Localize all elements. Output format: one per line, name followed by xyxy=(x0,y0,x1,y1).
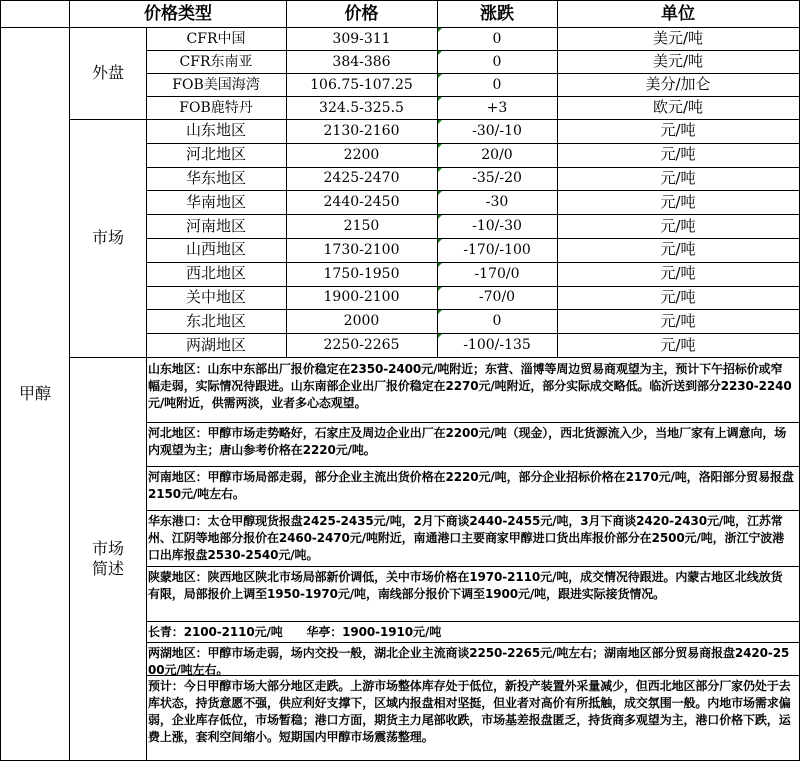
grid-hline xyxy=(146,566,800,567)
cell-marker-icon xyxy=(438,144,442,148)
foreign-row-region: CFR东南亚 xyxy=(179,53,253,70)
cell-marker-icon xyxy=(438,191,442,195)
header-price: 价格 xyxy=(344,3,379,24)
market-row-price: 2440-2450 xyxy=(323,194,400,211)
cell-marker-icon xyxy=(438,51,442,55)
market-row-unit: 元/吨 xyxy=(660,216,696,235)
market-row-change: -35/-20 xyxy=(472,170,522,187)
market-row-unit: 元/吨 xyxy=(660,264,696,283)
foreign-row-unit: 美元/吨 xyxy=(652,29,704,47)
grid-vline xyxy=(69,0,70,761)
grid-hline xyxy=(146,73,800,74)
market-row-change: -10/-30 xyxy=(472,218,522,235)
market-row-region: 河北地区 xyxy=(185,145,246,164)
market-row-change: 20/0 xyxy=(481,146,513,163)
grid-hline xyxy=(146,50,800,51)
cell-marker-icon xyxy=(438,28,442,32)
cell-marker-icon xyxy=(438,168,442,172)
grid-vline xyxy=(437,0,438,357)
market-row-unit: 元/吨 xyxy=(660,335,696,354)
foreign-row-change: 0 xyxy=(492,76,502,93)
cell-marker-icon xyxy=(438,74,442,78)
note-paragraph: 山东地区：山东中东部出厂报价稳定在2350-2400元/吨附近；东营、淄博等周边贸易商观望为主，预计下午招标价或窄幅走弱，实际情况待跟进。山东南部企业出厂报价稳定在2270元/吨附近，部分实际成交略低。临沂送到部分2230-2240元/吨附近，供需两淡，业者多心态观望。 xyxy=(148,362,792,410)
market-row-price: 2130-2160 xyxy=(323,122,400,139)
grid-hline xyxy=(146,167,800,168)
market-row-price: 1730-2100 xyxy=(323,241,400,258)
foreign-row-price: 309-311 xyxy=(332,30,391,47)
market-row-price: 2150 xyxy=(343,218,380,235)
group-market: 市场 xyxy=(91,228,124,247)
grid-hline xyxy=(70,119,800,120)
cell-marker-icon xyxy=(438,287,442,291)
market-row-change: -170/0 xyxy=(474,265,520,282)
market-row-region: 山东地区 xyxy=(185,121,246,140)
note-paragraph: 河南地区：甲醇市场局部走弱，部分企业主流出货价格在2220元/吨，部分企业招标价格在2170元/吨，洛阳部分贸易报盘2150元/吨左右。 xyxy=(148,470,794,501)
foreign-row-price: 384-386 xyxy=(332,53,391,70)
note-paragraph: 河北地区：甲醇市场走势略好，石家庄及周边企业出厂在2200元/吨（现金），西北货源流入少，当地厂家有上调意向，场内观望为主；唐山参考价格在2220元/吨。 xyxy=(148,426,787,457)
grid-hline xyxy=(146,238,800,239)
grid-hline xyxy=(146,422,800,423)
group-summary-line2: 简述 xyxy=(91,558,124,578)
foreign-row-change: 0 xyxy=(492,30,502,47)
market-row-region: 西北地区 xyxy=(185,264,246,283)
market-row-price: 2000 xyxy=(343,313,380,330)
market-row-region: 关中地区 xyxy=(185,287,246,306)
grid-hline xyxy=(146,96,800,97)
market-row-unit: 元/吨 xyxy=(660,145,696,164)
note-paragraph: 长青：2100-2110元/吨 华亭：1900-1910元/吨 xyxy=(148,625,442,639)
product-label: 甲醇 xyxy=(18,383,51,403)
grid-hline xyxy=(0,27,800,28)
market-row-price: 1900-2100 xyxy=(323,289,400,306)
market-row-region: 华东地区 xyxy=(185,168,246,187)
market-row-unit: 元/吨 xyxy=(660,168,696,187)
grid-hline xyxy=(146,309,800,310)
market-row-price: 2200 xyxy=(343,146,380,163)
market-row-unit: 元/吨 xyxy=(660,121,696,140)
foreign-row-region: FOB美国海湾 xyxy=(172,76,260,93)
grid-hline xyxy=(146,621,800,622)
grid-hline xyxy=(146,214,800,215)
note-paragraph: 陕蒙地区：陕西地区陕北市场局部新价调低，关中市场价格在1970-2110元/吨，成交情况待跟进。内蒙古地区北线放货有限，局部报价上调至1950-1970元/吨，南线部分报价下调至1900元/吨，跟进实际接货情况。 xyxy=(148,570,783,601)
grid-hline xyxy=(146,466,800,467)
grid-vline xyxy=(557,0,558,357)
market-row-change: -30 xyxy=(485,194,509,211)
cell-marker-icon xyxy=(438,215,442,219)
note-paragraph: 预计：今日甲醇市场大部分地区走跌。上游市场整体库存处于低位，新投产装置外采量减少，但西北地区部分厂家仍处于去库状态，持货意愿不强，供应利好支撑下，区域内报盘相对坚挺，但业者对高价有所抵触，成交氛围一般。内地市场需求偏弱，企业库存低位，市场暂稳；港口方面，期货主力尾部收跌，市场基差报盘匿乏，持货商多观望为主，港口价格下跌，运费上涨，套利空间缩小。短期国内甲醇市场震荡整理。 xyxy=(148,679,791,744)
foreign-row-price: 324.5-325.5 xyxy=(319,99,404,116)
grid-hline xyxy=(146,143,800,144)
market-row-price: 1750-1950 xyxy=(323,265,400,282)
cell-marker-icon xyxy=(438,239,442,243)
market-row-price: 2425-2470 xyxy=(323,170,400,187)
grid-hline xyxy=(70,357,800,358)
cell-marker-icon xyxy=(438,97,442,101)
grid-hline xyxy=(146,510,800,511)
grid-hline xyxy=(146,642,800,643)
grid-vline xyxy=(286,0,287,357)
group-summary-line1: 市场 xyxy=(91,538,124,558)
grid-hline xyxy=(146,286,800,287)
market-row-unit: 元/吨 xyxy=(660,240,696,259)
market-row-region: 河南地区 xyxy=(185,216,246,235)
market-row-price: 2250-2265 xyxy=(323,337,400,354)
grid-hline xyxy=(146,333,800,334)
market-row-change: -70/0 xyxy=(478,289,516,306)
market-row-change: 0 xyxy=(492,313,502,330)
foreign-row-region: FOB鹿特丹 xyxy=(179,99,253,116)
cell-marker-icon xyxy=(438,263,442,267)
foreign-row-region: CFR中国 xyxy=(186,30,246,47)
header-type: 价格类型 xyxy=(144,3,212,24)
grid-hline xyxy=(146,262,800,263)
market-row-region: 山西地区 xyxy=(185,240,246,259)
market-row-region: 华南地区 xyxy=(185,192,246,211)
market-row-change: -100/-135 xyxy=(463,337,531,354)
grid-vline xyxy=(146,27,147,761)
note-paragraph: 华东港口：太仓甲醇现货报盘2425-2435元/吨，2月下商谈2440-2455元/吨，3月下商谈2420-2430元/吨，江苏常州、江阴等地部分报价在2460-2470元/吨附近，南通港口主要商家甲醇进口货出库报价部分在2500元/吨，浙江宁波港口出库报盘2530-2540元/吨。 xyxy=(148,514,785,562)
market-row-change: -170/-100 xyxy=(463,241,531,258)
group-foreign: 外盘 xyxy=(91,63,124,82)
cell-marker-icon xyxy=(438,310,442,314)
market-row-region: 东北地区 xyxy=(185,311,246,330)
header-change: 涨跌 xyxy=(480,3,514,24)
cell-marker-icon xyxy=(438,120,442,124)
group-summary xyxy=(70,357,146,760)
header-unit: 单位 xyxy=(661,3,695,24)
grid-hline xyxy=(146,190,800,191)
cell-marker-icon xyxy=(438,334,442,338)
market-row-change: -30/-10 xyxy=(472,122,522,139)
foreign-row-price: 106.75-107.25 xyxy=(310,76,413,93)
foreign-row-change: 0 xyxy=(492,53,502,70)
market-row-unit: 元/吨 xyxy=(660,192,696,211)
foreign-row-unit: 美元/吨 xyxy=(652,52,704,70)
market-row-unit: 元/吨 xyxy=(660,311,696,330)
market-row-region: 两湖地区 xyxy=(185,335,246,354)
foreign-row-unit: 美分/加仑 xyxy=(645,75,711,93)
market-row-unit: 元/吨 xyxy=(660,287,696,306)
foreign-row-unit: 欧元/吨 xyxy=(652,98,704,116)
note-paragraph: 两湖地区：甲醇市场走弱，场内交投一般，湖北企业主流商谈2250-2265元/吨左右；湖南地区部分贸易商报盘2420-2500元/吨左右。 xyxy=(148,646,790,677)
foreign-row-change: +3 xyxy=(486,99,508,116)
